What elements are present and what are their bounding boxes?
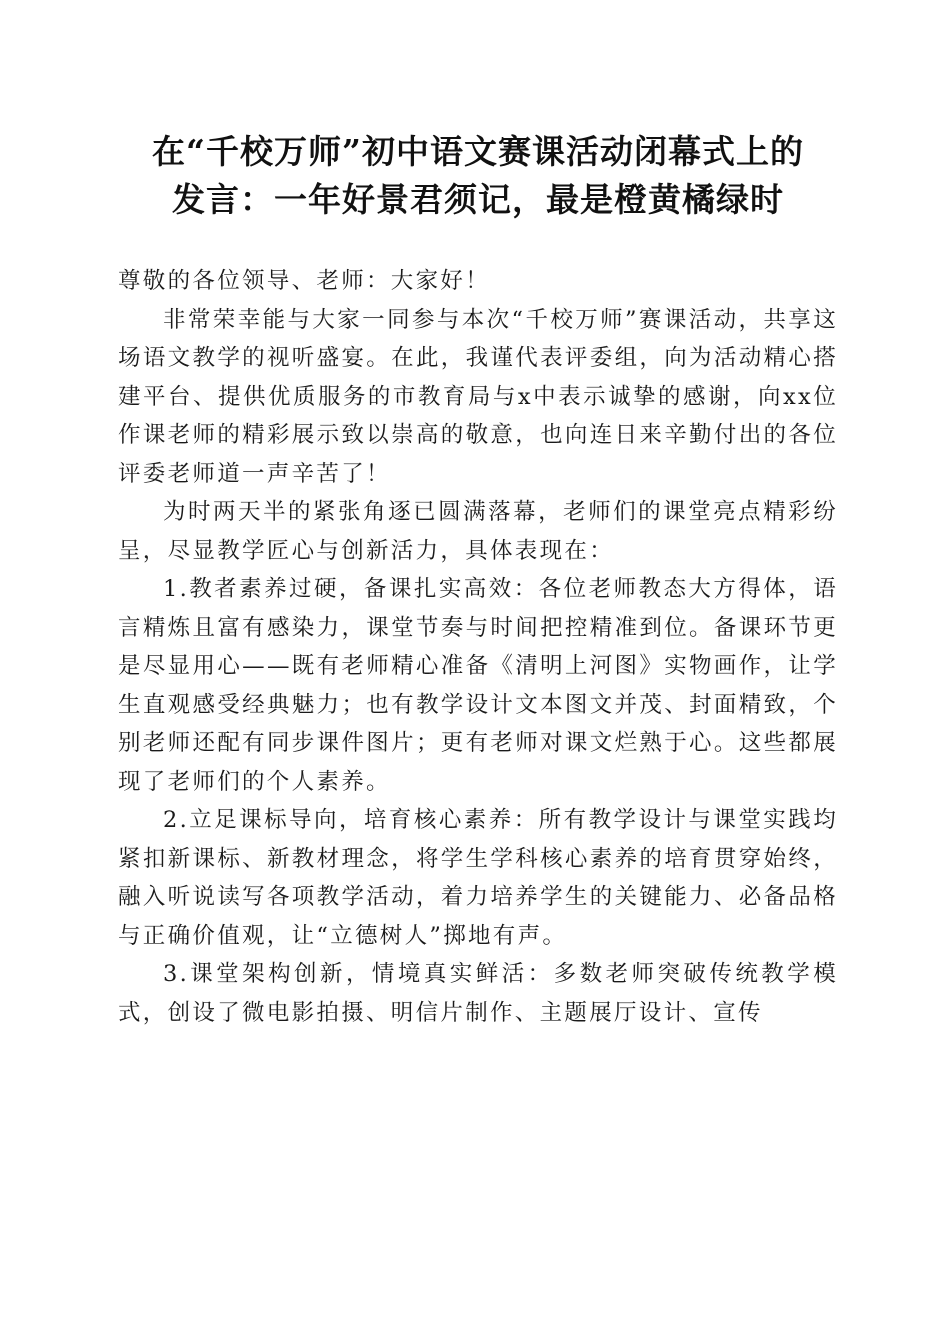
title-line-1: 在“千校万师”初中语文赛课活动闭幕式上的 [152,132,804,171]
document-body [118,262,838,1032]
paragraph-point-1: 1.教者素养过硬，备课扎实高效：各位老师教态大方得体，语言精炼且富有感染力，课堂节奏与时间把控精准到位。备课环节更是尽显用心——既有老师精心准备《清明上河图》实物画作，让学生直观感受经典魅力；也有教学设计文本图文并茂、封面精致，个别老师还配有同步课件图片；更有老师对课文烂熟于心。这些都展现了老师们的个人素养。 [118,576,838,795]
title-line-2: 发言：一年好景君须记，最是橙黄橘绿时 [172,180,784,219]
paragraph-point-3: 3.课堂架构创新，情境真实鲜活：多数老师突破传统教学模式，创设了微电影拍摄、明信片制作、主题展厅设计、宣传 [118,961,838,1026]
paragraph-point-2: 2.立足课标导向，培育核心素养：所有教学设计与课堂实践均紧扣新课标、新教材理念，将学生学科核心素养的培育贯穿始终，融入听说读写各项教学活动，着力培养学生的关键能力、必备品格与正确价值观，让“立德树人”掷地有声。 [118,807,838,949]
greeting: 尊敬的各位领导、老师：大家好！ [118,268,491,294]
document-title [118,128,838,224]
document-page [118,128,838,1032]
paragraph-thanks: 非常荣幸能与大家一同参与本次“千校万师”赛课活动，共享这场语文教学的视听盛宴。在此，我谨代表评委组，向为活动精心搭建平台、提供优质服务的市教育局与x中表示诚挚的感谢，向xx位作课老师的精彩展示致以崇高的敬意，也向连日来辛勤付出的各位评委老师道一声辛苦了！ [118,306,838,487]
paragraph-summary: 为时两天半的紧张角逐已圆满落幕，老师们的课堂亮点精彩纷呈，尽显教学匠心与创新活力，具体表现在： [118,499,838,564]
